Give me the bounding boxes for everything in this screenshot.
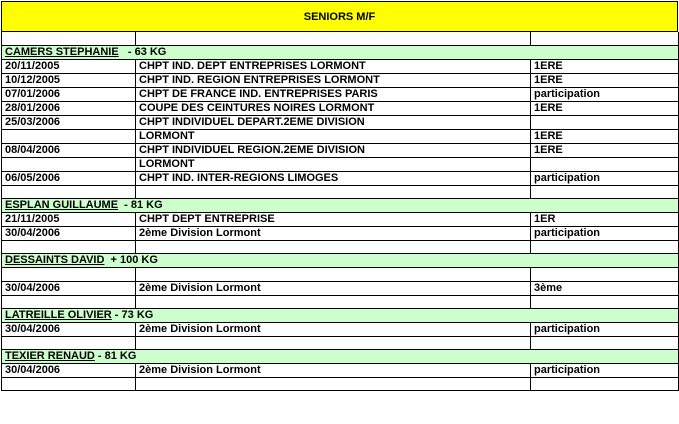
result-row [2, 143, 679, 157]
empty-cell [2, 240, 136, 253]
result-placement: participation [531, 226, 679, 240]
result-row [2, 59, 679, 73]
result-date: 25/03/2006 [2, 115, 136, 129]
empty-cell [531, 185, 679, 198]
result-placement: 1ERE [531, 101, 679, 115]
athlete-header [2, 198, 679, 212]
athlete-name: DESSAINTS DAVID [5, 253, 105, 266]
result-date [2, 157, 136, 171]
result-competition: CHPT IND. DEPT ENTREPRISES LORMONT [136, 59, 531, 73]
result-row [2, 101, 679, 115]
empty-cell [2, 295, 136, 308]
result-row [2, 212, 679, 226]
athlete-header [2, 253, 679, 267]
athlete-weight: - 63 KG [118, 45, 167, 58]
spacer-row [2, 32, 679, 45]
result-competition: CHPT IND. INTER-REGIONS LIMOGES [136, 171, 531, 185]
result-row [2, 73, 679, 87]
result-competition: CHPT INDIVIDUEL DEPART.2EME DIVISION [136, 115, 531, 129]
result-competition: 2ème Division Lormont [136, 281, 531, 295]
athlete-header-row [2, 253, 679, 267]
result-competition: 2ème Division Lormont [136, 322, 531, 336]
result-date [2, 267, 136, 281]
empty-cell [136, 336, 531, 349]
result-placement: 1ERE [531, 129, 679, 143]
empty-cell [136, 185, 531, 198]
result-row [2, 115, 679, 129]
result-placement: participation [531, 363, 679, 377]
spacer-row [2, 295, 679, 308]
empty-cell [136, 240, 531, 253]
result-date: 30/04/2006 [2, 281, 136, 295]
empty-cell [136, 32, 531, 45]
athlete-header-row [2, 45, 679, 59]
athlete-weight: - 81 KG [118, 198, 163, 211]
result-placement: 1ERE [531, 73, 679, 87]
result-placement: participation [531, 322, 679, 336]
result-competition [136, 267, 531, 281]
empty-cell [2, 32, 136, 45]
result-competition: LORMONT [136, 157, 531, 171]
empty-cell [2, 336, 136, 349]
athlete-weight: + 100 KG [104, 253, 158, 266]
result-competition: CHPT IND. REGION ENTREPRISES LORMONT [136, 73, 531, 87]
result-placement [531, 267, 679, 281]
spacer-row [2, 240, 679, 253]
athlete-name: TEXIER RENAUD [5, 349, 95, 362]
result-placement: participation [531, 87, 679, 101]
result-date [2, 129, 136, 143]
result-competition: 2ème Division Lormont [136, 363, 531, 377]
athlete-header-row [2, 198, 679, 212]
result-placement [531, 157, 679, 171]
result-row [2, 226, 679, 240]
athlete-weight: - 81 KG [94, 349, 137, 362]
result-placement: 1ER [531, 212, 679, 226]
empty-cell [136, 377, 531, 390]
empty-cell [531, 32, 679, 45]
result-row [2, 267, 679, 281]
athlete-header-row [2, 349, 679, 363]
results-sheet [1, 1, 678, 391]
result-date: 21/11/2005 [2, 212, 136, 226]
athlete-header [2, 308, 679, 322]
athlete-name: ESPLAN GUILLAUME [5, 198, 119, 211]
sheet-title: SENIORS M/F [1, 1, 678, 32]
result-placement [531, 115, 679, 129]
result-placement: 1ERE [531, 59, 679, 73]
empty-cell [531, 336, 679, 349]
result-competition: LORMONT [136, 129, 531, 143]
result-placement: 1ERE [531, 143, 679, 157]
result-date: 30/04/2006 [2, 226, 136, 240]
result-placement: participation [531, 171, 679, 185]
empty-cell [136, 295, 531, 308]
empty-cell [531, 295, 679, 308]
result-date: 10/12/2005 [2, 73, 136, 87]
result-row [2, 281, 679, 295]
result-row [2, 322, 679, 336]
result-date: 30/04/2006 [2, 363, 136, 377]
athlete-header [2, 45, 679, 59]
result-competition: CHPT DE FRANCE IND. ENTREPRISES PARIS [136, 87, 531, 101]
empty-cell [2, 377, 136, 390]
result-row [2, 171, 679, 185]
result-date: 20/11/2005 [2, 59, 136, 73]
result-row [2, 363, 679, 377]
result-row [2, 157, 679, 171]
result-competition: CHPT DEPT ENTREPRISE [136, 212, 531, 226]
empty-cell [2, 185, 136, 198]
spacer-row [2, 336, 679, 349]
athlete-header [2, 349, 679, 363]
result-date: 30/04/2006 [2, 322, 136, 336]
result-placement: 3ème [531, 281, 679, 295]
athlete-name: CAMERS STEPHANIE [5, 45, 119, 58]
empty-cell [531, 240, 679, 253]
result-competition: COUPE DES CEINTURES NOIRES LORMONT [136, 101, 531, 115]
athlete-weight: - 73 KG [111, 308, 154, 321]
result-date: 07/01/2006 [2, 87, 136, 101]
result-competition: 2ème Division Lormont [136, 226, 531, 240]
result-date: 06/05/2006 [2, 171, 136, 185]
result-competition: CHPT INDIVIDUEL REGION.2EME DIVISION [136, 143, 531, 157]
result-date: 28/01/2006 [2, 101, 136, 115]
athlete-header-row [2, 308, 679, 322]
spacer-row [2, 185, 679, 198]
athlete-name: LATREILLE OLIVIER [5, 308, 112, 321]
result-date: 08/04/2006 [2, 143, 136, 157]
result-row [2, 129, 679, 143]
empty-cell [531, 377, 679, 390]
spacer-row [2, 377, 679, 390]
results-table [1, 32, 679, 391]
result-row [2, 87, 679, 101]
